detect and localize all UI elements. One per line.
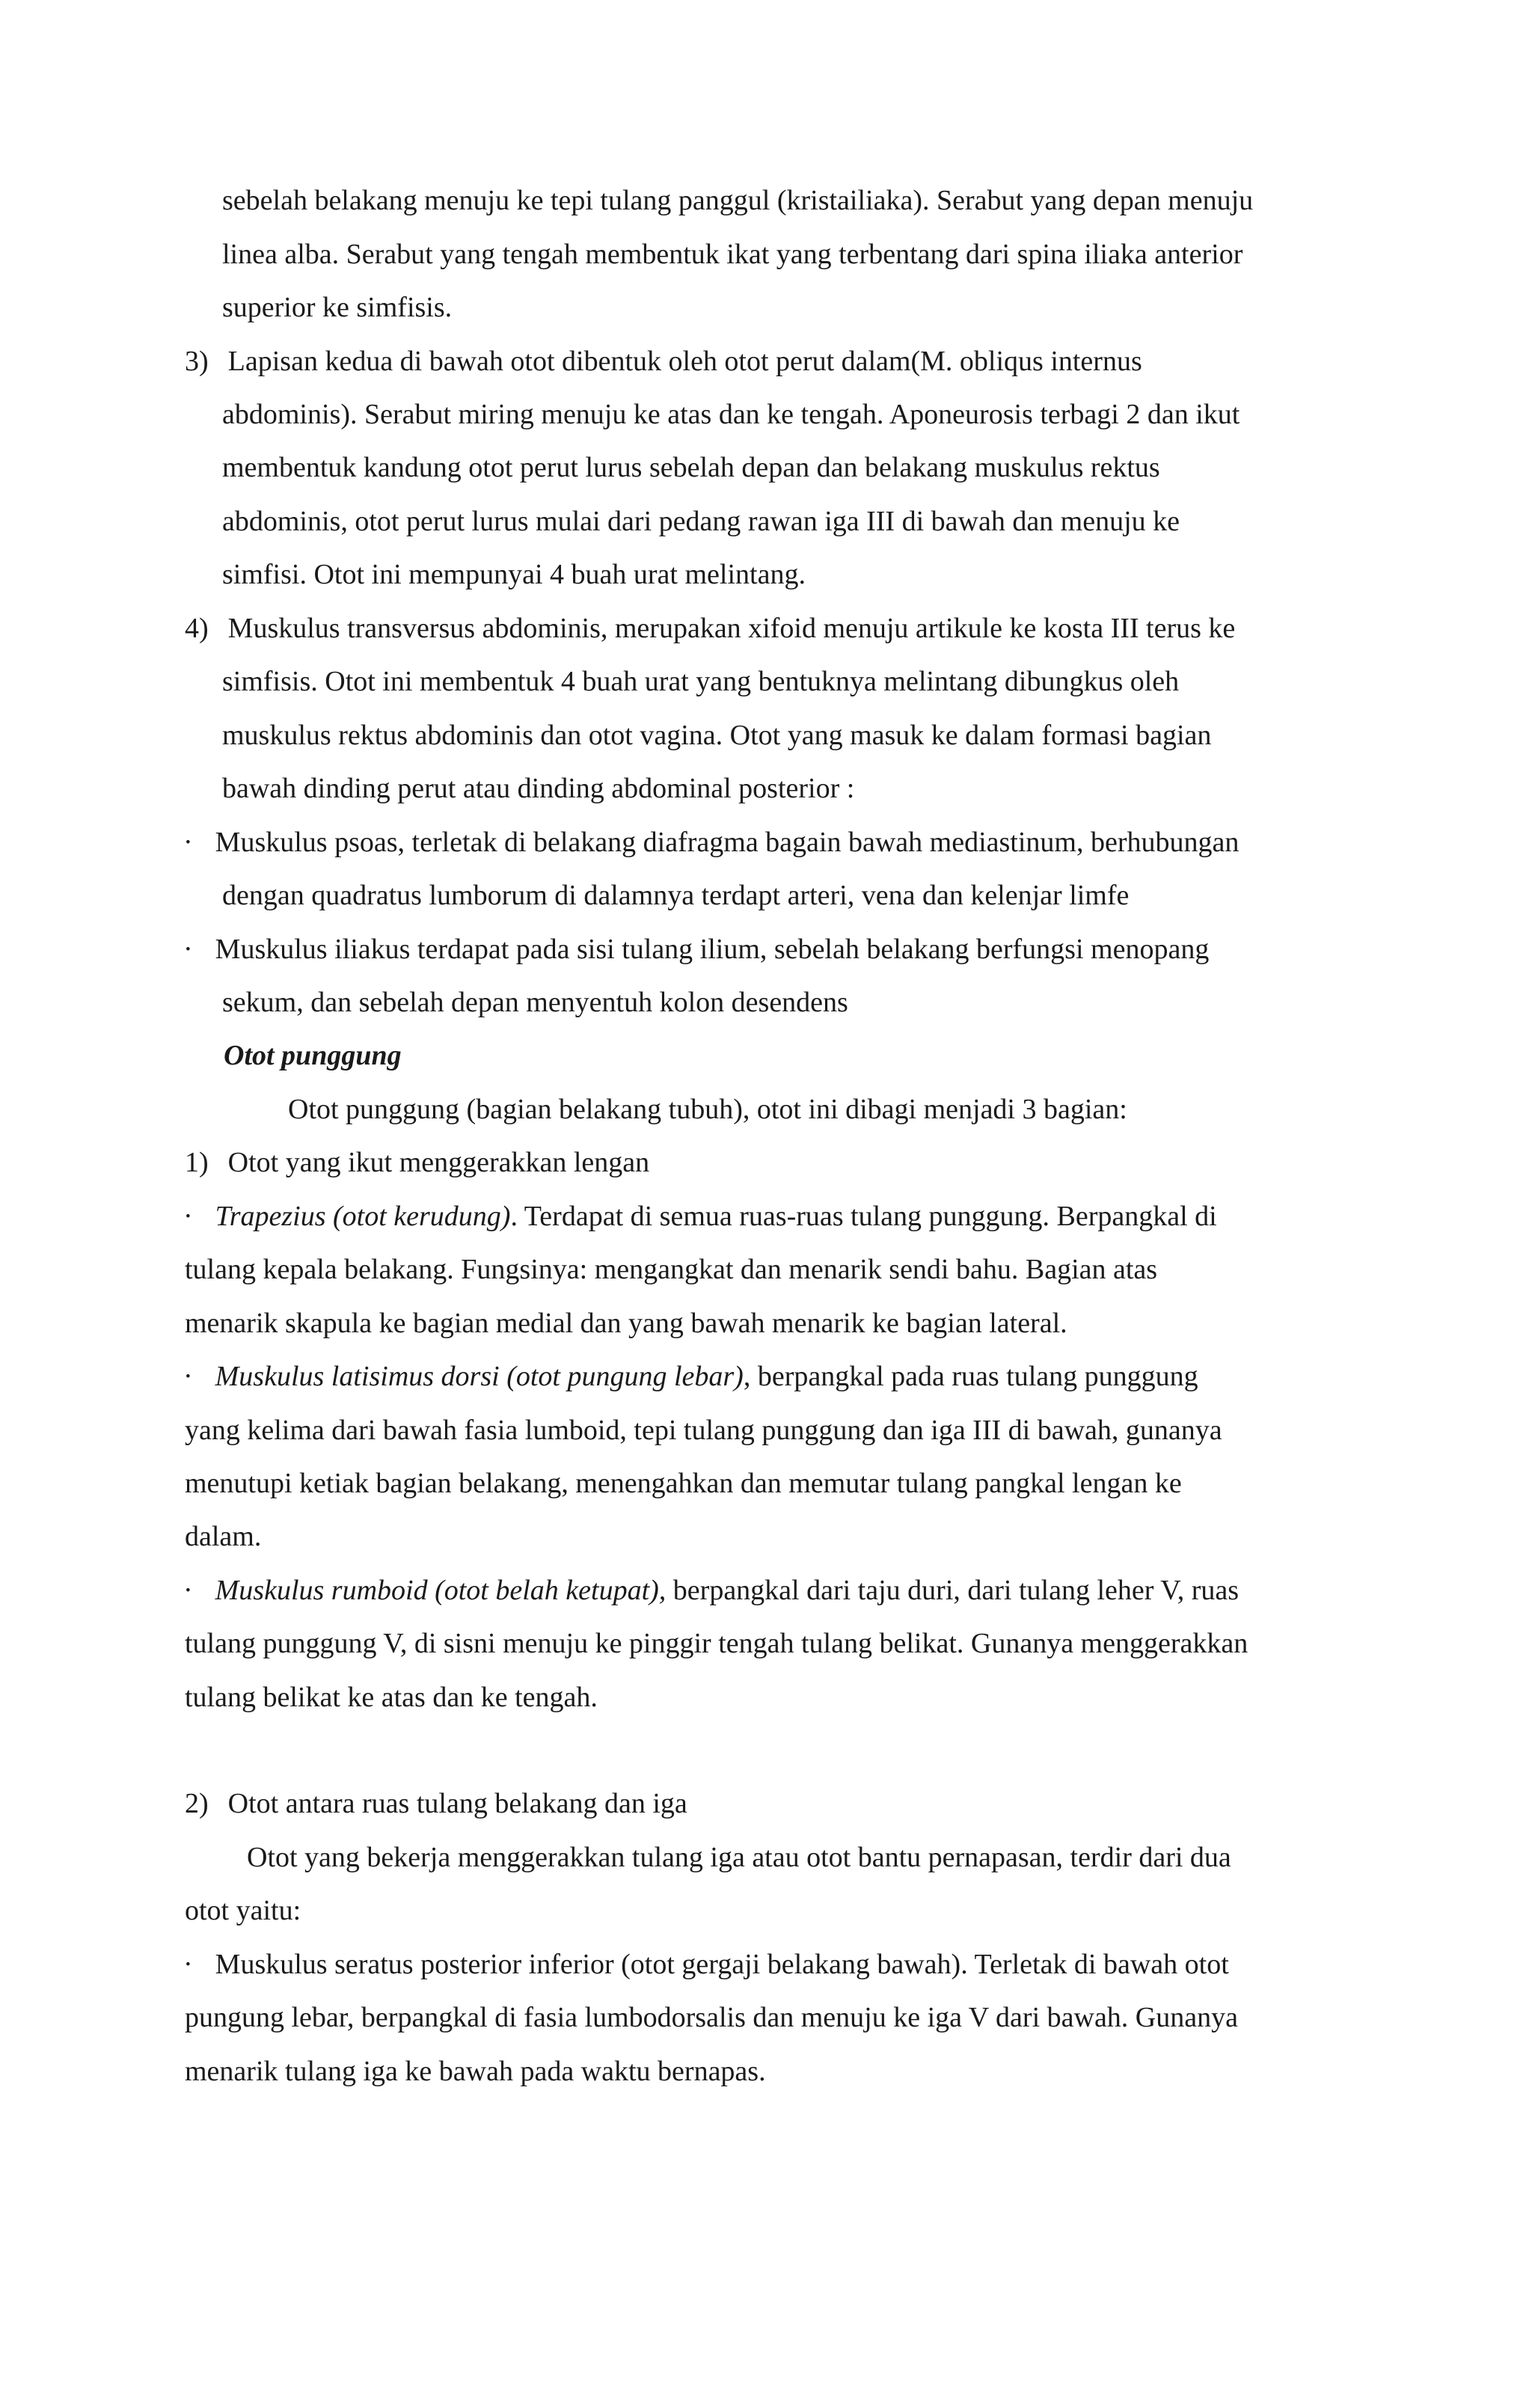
bullet-text: Muskulus iliakus terdapat pada sisi tulang ilium, sebelah belakang berfungsi menopang [215, 934, 1210, 965]
list-item-4 [185, 612, 1235, 645]
muscle-term: Muskulus rumboid (otot belah ketupat), [215, 1575, 667, 1606]
bullet-marker: · [183, 827, 193, 858]
paragraph-line: menarik skapula ke bagian medial dan yang bawah menarik ke bagian lateral. [185, 1308, 1067, 1339]
list-item-line: abdominis). Serabut miring menuju ke atas dan ke tengah. Aponeurosis terbagi 2 dan ikut [222, 399, 1240, 430]
list-item-line: simfisi. Otot ini mempunyai 4 buah urat melintang. [222, 559, 806, 590]
list-item-line: membentuk kandung otot perut lurus sebelah depan dan belakang muskulus rektus [222, 452, 1160, 483]
list-item-line: simfisis. Otot ini membentuk 4 buah urat yang bentuknya melintang dibungkus oleh [222, 666, 1180, 697]
paragraph-line: otot yaitu: [185, 1895, 301, 1926]
paragraph-line: menarik tulang iga ke bawah pada waktu bernapas. [185, 2056, 766, 2087]
bullet-item-latisimus [183, 1360, 1198, 1393]
list-item-line: muskulus rektus abdominis dan otot vagina. Otot yang masuk ke dalam formasi bagian [222, 720, 1212, 751]
bullet-text: Muskulus seratus posterior inferior (otot gergaji belakang bawah). Terletak di bawah otot [215, 1949, 1229, 1980]
paragraph-line: tulang kepala belakang. Fungsinya: mengangkat dan menarik sendi bahu. Bagian atas [185, 1254, 1158, 1285]
bullet-text: , berpangkal pada ruas tulang punggung [743, 1361, 1198, 1392]
bullet-marker: · [183, 1575, 193, 1606]
subsection-2 [185, 1787, 687, 1820]
bullet-text: . Terdapat di semua ruas-ruas tulang punggung. Berpangkal di [510, 1201, 1217, 1232]
list-marker: 3) [185, 346, 209, 377]
bullet-text: berpangkal dari taju duri, dari tulang leher V, ruas [666, 1575, 1240, 1606]
list-item-text: Muskulus transversus abdominis, merupakan xifoid menuju artikule ke kosta III terus ke [227, 613, 1236, 644]
muscle-term: Muskulus latisimus dorsi (otot pungung lebar) [215, 1361, 744, 1392]
bullet-item-trapezius [183, 1200, 1217, 1233]
list-marker: 4) [185, 613, 209, 644]
intro-paragraph: Otot yang bekerja menggerakkan tulang iga atau otot bantu pernapasan, terdir dari dua [247, 1842, 1231, 1873]
bullet-item-iliakus [183, 933, 1209, 966]
bullet-text: Muskulus psoas, terletak di belakang diafragma bagain bawah mediastinum, berhubungan [215, 827, 1240, 858]
paragraph-line: dalam. [185, 1521, 262, 1552]
paragraph-line: menutupi ketiak bagian belakang, menengahkan dan memutar tulang pangkal lengan ke [185, 1468, 1182, 1499]
subsection-1 [185, 1146, 649, 1179]
list-item-text: Lapisan kedua di bawah otot dibentuk oleh otot perut dalam(M. obliqus internus [227, 346, 1142, 377]
list-item-line: abdominis, otot perut lurus mulai dari pedang rawan iga III di bawah dan menuju ke [222, 506, 1180, 537]
paragraph-line: tulang belikat ke atas dan ke tengah. [185, 1682, 598, 1713]
bullet-marker: · [183, 1201, 193, 1232]
paragraph-line: linea alba. Serabut yang tengah membentuk ikat yang terbentang dari spina iliaka anterior [222, 239, 1243, 270]
list-item-line: bawah dinding perut atau dinding abdominal posterior : [222, 773, 855, 804]
section-heading: Otot punggung [224, 1040, 402, 1071]
list-marker: 1) [185, 1147, 209, 1178]
muscle-term: Trapezius (otot kerudung) [215, 1201, 511, 1232]
bullet-item-rumboid [183, 1574, 1239, 1607]
paragraph-line: superior ke simfisis. [222, 292, 453, 323]
bullet-marker: · [183, 1361, 193, 1392]
bullet-marker: · [183, 934, 193, 965]
paragraph-line: sebelah belakang menuju ke tepi tulang panggul (kristailiaka). Serabut yang depan menuju [222, 185, 1254, 216]
subsection-title: Otot yang ikut menggerakkan lengan [227, 1147, 650, 1178]
list-item-3 [185, 345, 1142, 378]
subsection-title: Otot antara ruas tulang belakang dan iga [227, 1788, 687, 1819]
bullet-marker: · [183, 1949, 193, 1980]
paragraph-line: yang kelima dari bawah fasia lumboid, tepi tulang punggung dan iga III di bawah, gunanya [185, 1415, 1222, 1446]
paragraph-line: tulang punggung V, di sisni menuju ke pinggir tengah tulang belikat. Gunanya menggerakkan [185, 1628, 1248, 1659]
bullet-item-psoas [183, 826, 1239, 859]
bullet-line: sekum, dan sebelah depan menyentuh kolon desendens [222, 987, 848, 1018]
list-marker: 2) [185, 1788, 209, 1819]
intro-paragraph: Otot punggung (bagian belakang tubuh), otot ini dibagi menjadi 3 bagian: [288, 1094, 1127, 1125]
bullet-line: dengan quadratus lumborum di dalamnya terdapt arteri, vena dan kelenjar limfe [222, 880, 1130, 911]
paragraph-line: pungung lebar, berpangkal di fasia lumbodorsalis dan menuju ke iga V dari bawah. Gunanya [185, 2002, 1238, 2033]
bullet-item-seratus [183, 1948, 1229, 1981]
